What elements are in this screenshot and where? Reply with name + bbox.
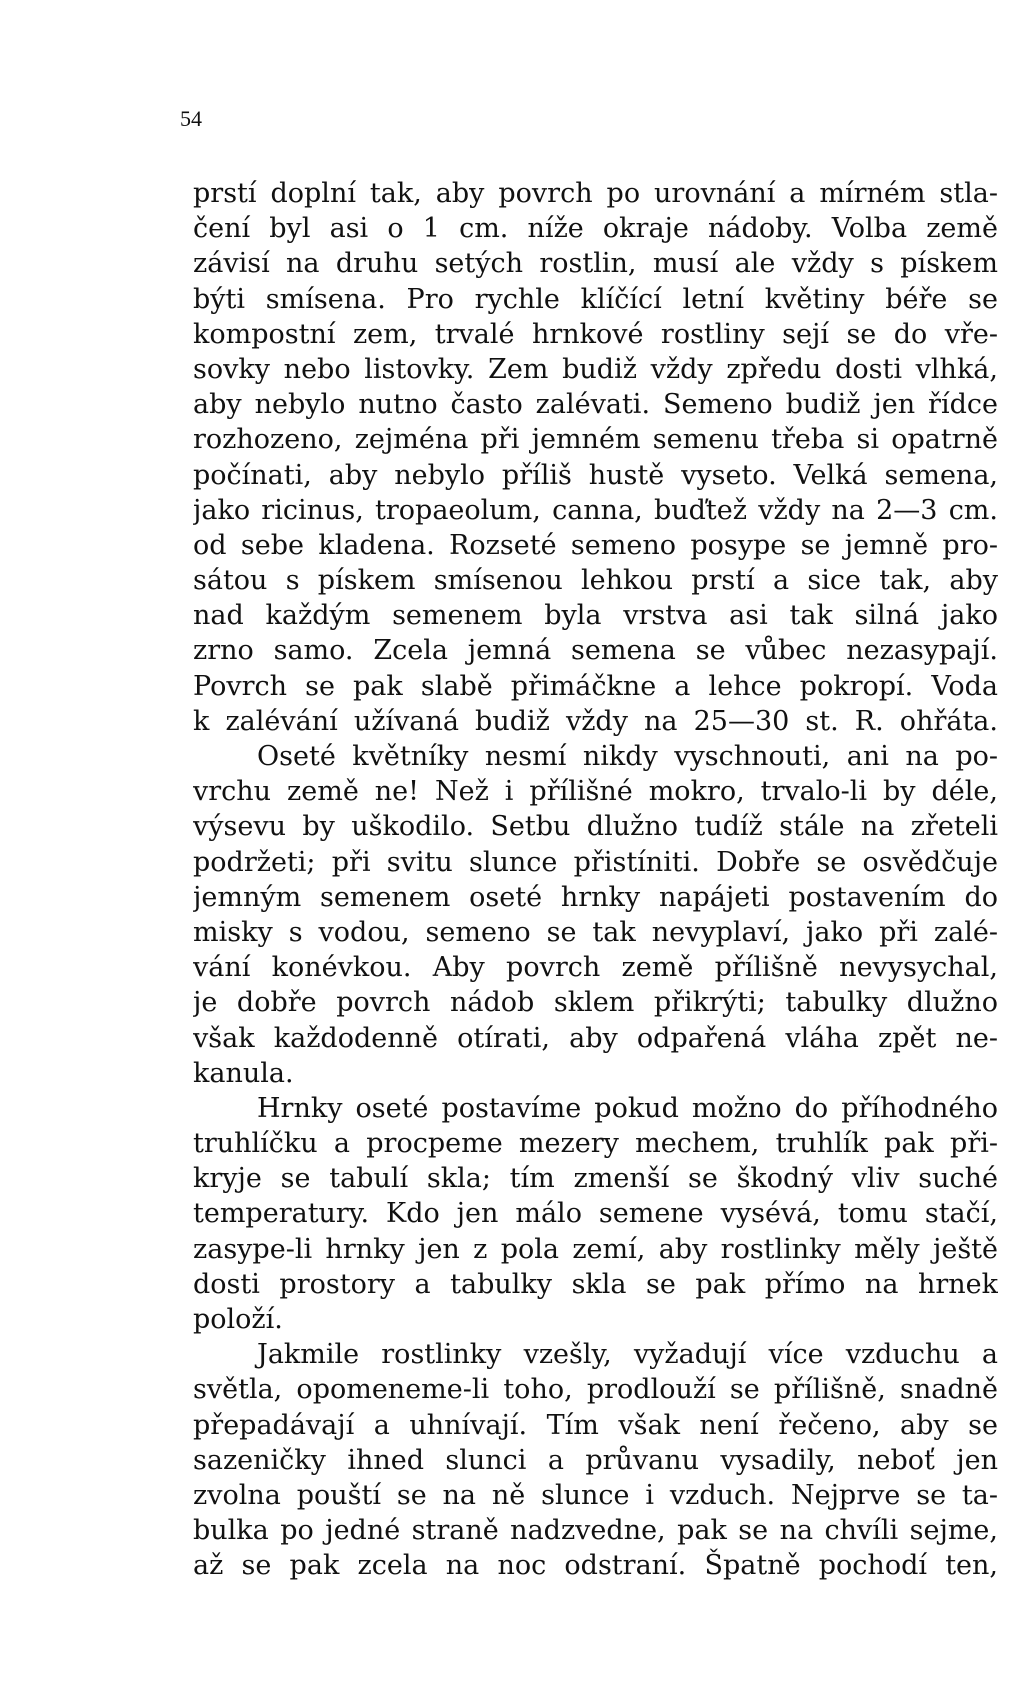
text-line: zrno samo. Zcela jemná semena se vůbec nezasypají. bbox=[193, 635, 998, 667]
text-line: býti smísena. Pro rychle klíčící letní květiny béře se bbox=[193, 283, 998, 315]
text-line: zvolna pouští se na ně slunce i vzduch. Nejprve se ta- bbox=[193, 1479, 998, 1511]
text-line: jemným semenem oseté hrnky napájeti postavením do bbox=[193, 881, 998, 913]
text-line: kompostní zem, trvalé hrnkové rostliny sejí se do vře- bbox=[193, 318, 998, 350]
text-line: kanula. bbox=[193, 1057, 294, 1089]
text-line: Oseté květníky nesmí nikdy vyschnouti, ani na po- bbox=[257, 741, 998, 772]
text-line: temperatury. Kdo jen málo semene vysévá, tomu stačí, bbox=[193, 1198, 998, 1230]
text-line: však každodenně otírati, aby odpařená vláha zpět ne- bbox=[193, 1022, 998, 1054]
text-line: jako ricinus, tropaeolum, canna, buďtež vždy na 2—3 cm. bbox=[193, 494, 998, 526]
text-line: sátou s pískem smísenou lehkou prstí a sice tak, aby bbox=[193, 565, 998, 597]
text-line: výsevu by uškodilo. Setbu dlužno tudíž stále na zřeteli bbox=[193, 811, 998, 843]
text-line: prstí doplní tak, aby povrch po urovnání a mírném stla- bbox=[193, 178, 998, 209]
text-line: k zalévání užívaná budiž vždy na 25—30 st. R. ohřáta. bbox=[193, 705, 998, 737]
text-line: misky s vodou, semeno se tak nevyplaví, jako při zalé- bbox=[193, 916, 998, 948]
text-line: aby nebylo nutno často zalévati. Semeno budiž jen řídce bbox=[193, 389, 998, 421]
text-line: světla, opomeneme-li toho, prodlouží se přílišně, snadně bbox=[193, 1374, 998, 1406]
text-line: položí. bbox=[193, 1304, 283, 1335]
text-line: počínati, aby nebylo příliš hustě vyseto. Velká semena, bbox=[193, 459, 998, 491]
text-line: až se pak zcela na noc odstraní. Špatně pochodí ten, bbox=[193, 1550, 998, 1582]
text-line: vrchu země ne! Než i přílišné mokro, trvalo-li by déle, bbox=[193, 776, 998, 808]
text-line: sazeničky ihned slunci a průvanu vysadily, neboť jen bbox=[193, 1444, 998, 1476]
text-line: Povrch se pak slabě přimáčkne a lehce pokropí. Voda bbox=[193, 670, 998, 702]
text-line: dosti prostory a tabulky skla se pak přímo na hrnek bbox=[193, 1268, 998, 1300]
text-line: závisí na druhu setých rostlin, musí ale vždy s pískem bbox=[193, 248, 998, 280]
text-line: vání konévkou. Aby povrch země přílišně nevysychal, bbox=[193, 952, 998, 984]
text-line: Hrnky oseté postavíme pokud možno do příhodného bbox=[257, 1092, 998, 1124]
text-line: zasype-li hrnky jen z pola zemí, aby rostlinky měly ještě bbox=[193, 1233, 998, 1265]
text-line: truhlíčku a procpeme mezery mechem, truhlík pak při- bbox=[193, 1128, 998, 1160]
text-line: sovky nebo listovky. Zem budiž vždy zpředu dosti vlhká, bbox=[193, 353, 998, 385]
page-number: 54 bbox=[180, 106, 202, 131]
text-line: od sebe kladena. Rozseté semeno posype se jemně pro- bbox=[193, 529, 998, 561]
body-text bbox=[193, 176, 998, 1584]
text-line: nad každým semenem byla vrstva asi tak silná jako bbox=[193, 600, 998, 632]
text-line: podržeti; při svitu slunce přistíniti. Dobře se osvědčuje bbox=[193, 846, 998, 878]
text-line: kryje se tabulí skla; tím zmenší se škodný vliv suché bbox=[193, 1163, 998, 1195]
text-line: čení byl asi o 1 cm. níže okraje nádoby. Volba země bbox=[193, 213, 998, 245]
text-line: rozhozeno, zejména při jemném semenu třeba si opatrně bbox=[193, 424, 998, 456]
text-line: bulka po jedné straně nadzvedne, pak se na chvíli sejme, bbox=[193, 1515, 998, 1547]
text-line: Jakmile rostlinky vzešly, vyžadují více vzduchu a bbox=[257, 1339, 998, 1371]
text-line: je dobře povrch nádob sklem přikrýti; tabulky dlužno bbox=[193, 987, 998, 1019]
text-line: přepadávají a uhnívají. Tím však není řečeno, aby se bbox=[193, 1409, 998, 1441]
